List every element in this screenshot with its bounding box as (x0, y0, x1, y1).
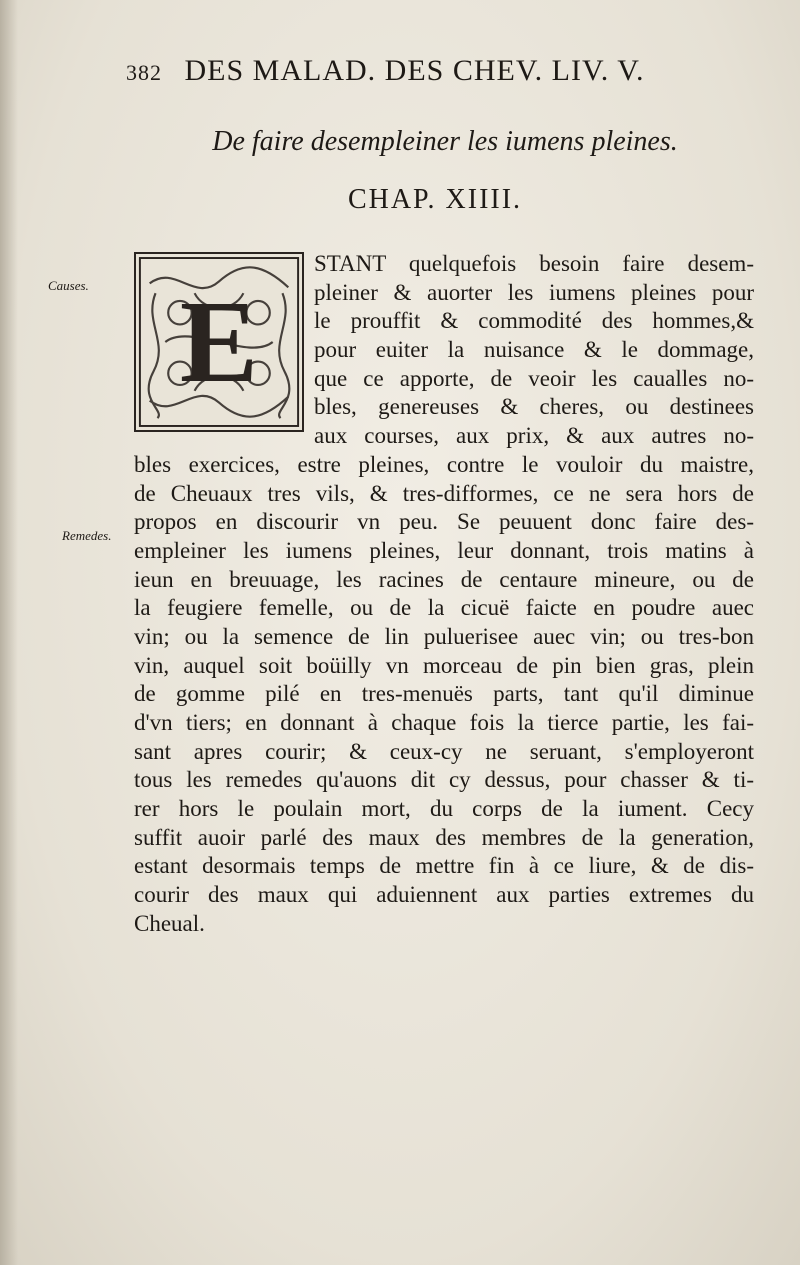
text-line: bles exercices, estre pleines, contre le vouloir du maistre, (134, 451, 754, 477)
text-line: le prouffit & commodité des hommes,& (314, 308, 754, 334)
text-line: suffit auoir parlé des maux des membres de la generation, (134, 824, 754, 850)
initial-letter: E (179, 278, 259, 408)
text-line: sant apres courir; & ceux-cy ne seruant, s'employeront (134, 738, 754, 764)
text-line: de gomme pilé en tres-menuës parts, tant qu'il diminue (134, 681, 754, 707)
text-line: de Cheuaux tres vils, & tres-difformes, ce ne sera hors de (134, 480, 754, 506)
chapter-number: CHAP. XIIII. (347, 184, 523, 215)
text-line: ieun en breuuage, les racines de centaure mineure, ou de (134, 566, 754, 592)
text-line: tous les remedes qu'auons dit cy dessus, pour chasser & ti- (134, 767, 754, 793)
text-line: STANT quelquefois besoin faire desem- (314, 251, 754, 276)
text-line: Cheual. (134, 910, 205, 936)
text-line: pleiner & auorter les iumens pleines pour (314, 279, 754, 305)
running-head-title: DES MALAD. DES CHEV. LIV. V. (184, 54, 645, 87)
text-line: aux courses, aux prix, & aux autres no- (314, 423, 754, 449)
text-line: vin; ou la semence de lin puluerisee auec vin; ou tres-bon (134, 623, 754, 649)
chapter-title: De faire desempleiner les iumens pleines. (212, 126, 678, 157)
text-line: que ce apporte, de veoir les caualles no- (314, 365, 754, 391)
text-line: vin, auquel soit boüilly vn morceau de pin bien gras, plein (134, 652, 754, 678)
text-line: propos en discourir vn peu. Se peuuent donc faire des- (134, 509, 754, 535)
text-line: pour euiter la nuisance & le dommage, (314, 337, 754, 363)
text-line: empleiner les iumens pleines, leur donnant, trois matins à (134, 537, 754, 563)
body-text (134, 250, 754, 939)
text-line: courir des maux qui aduiennent aux parties extremes du (134, 882, 754, 908)
margin-note-remedes: Remedes. (62, 528, 112, 543)
margin-note-causes: Causes. (48, 278, 89, 293)
running-head (126, 54, 726, 94)
text-line: estant desormais temps de mettre fin à ce liure, & de dis- (134, 853, 754, 879)
page-number: 382 (126, 60, 162, 85)
text-line: d'vn tiers; en donnant à chaque fois la tierce partie, les fai- (134, 710, 754, 735)
text-line: bles, genereuses & cheres, ou destinees (314, 394, 754, 420)
text-line: la feugiere femelle, ou de la cicuë faicte en poudre auec (134, 595, 754, 621)
text-line: rer hors le poulain mort, du corps de la iument. Cecy (134, 796, 754, 822)
